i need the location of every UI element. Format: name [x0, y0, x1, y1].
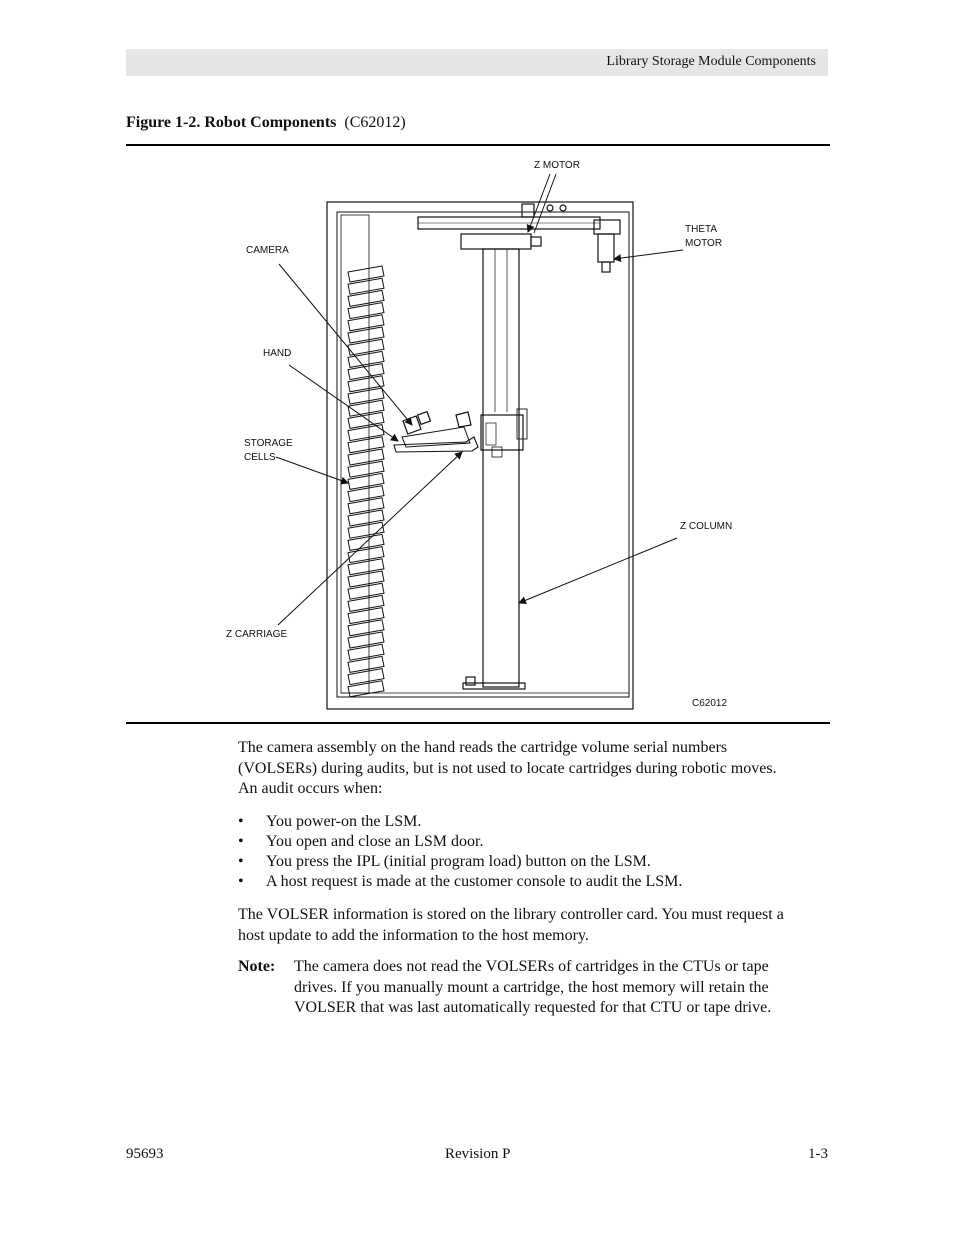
figure-caption-title: Figure 1-2. Robot Components	[126, 114, 337, 131]
volser-paragraph: The VOLSER information is stored on the library controller card. You must request a host update to add the information to the host memory.	[238, 906, 784, 944]
theta-motor-body	[598, 234, 614, 262]
audit-bullet-list	[238, 812, 798, 892]
footer-page-number: 1-3	[808, 1146, 828, 1162]
running-header	[126, 49, 828, 76]
hand-body	[394, 437, 478, 452]
list-item: • You power-on the LSM.	[238, 813, 422, 830]
figure-caption-ref: (C62012)	[344, 114, 406, 131]
figure-bottom-rule	[126, 722, 830, 724]
label-storage-cells: STORAGE CELLS	[244, 438, 293, 463]
footer-doc-number: 95693	[126, 1146, 164, 1162]
list-item: • A host request is made at the customer console to audit the LSM.	[238, 873, 683, 890]
robot-components-figure	[126, 147, 830, 722]
list-item: • You press the IPL (initial program load) button on the LSM.	[238, 853, 651, 870]
label-z-column: Z COLUMN	[680, 521, 733, 532]
storage-cells	[348, 266, 384, 697]
footer-revision: Revision P	[445, 1146, 511, 1162]
label-z-motor: Z MOTOR	[534, 160, 580, 171]
note-block	[238, 957, 798, 1019]
note-text: The camera does not read the VOLSERs of cartridges in the CTUs or tape drives. If you manually mount a cartridge, the host memory will retain the VOLSER that was last automatically requested for that CTU or tape drive.	[294, 958, 772, 1016]
label-figure-id: C62012	[692, 698, 728, 709]
label-z-carriage: Z CARRIAGE	[226, 629, 288, 640]
label-camera: CAMERA	[246, 245, 289, 256]
intro-paragraph: The camera assembly on the hand reads the cartridge volume serial numbers (VOLSERs) during audits, but is not used to locate cartridges during robotic moves. An audit occurs when:	[238, 739, 777, 797]
label-theta-motor: THETA MOTOR	[685, 224, 723, 249]
figure-top-rule	[126, 144, 830, 146]
list-item: • You open and close an LSM door.	[238, 833, 484, 850]
figure-caption	[126, 114, 406, 132]
header-title: Library Storage Module Components	[606, 54, 816, 69]
label-hand: HAND	[263, 348, 292, 359]
z-motor-body	[461, 234, 531, 249]
z-column	[483, 249, 519, 687]
note-label: Note:	[238, 958, 276, 975]
